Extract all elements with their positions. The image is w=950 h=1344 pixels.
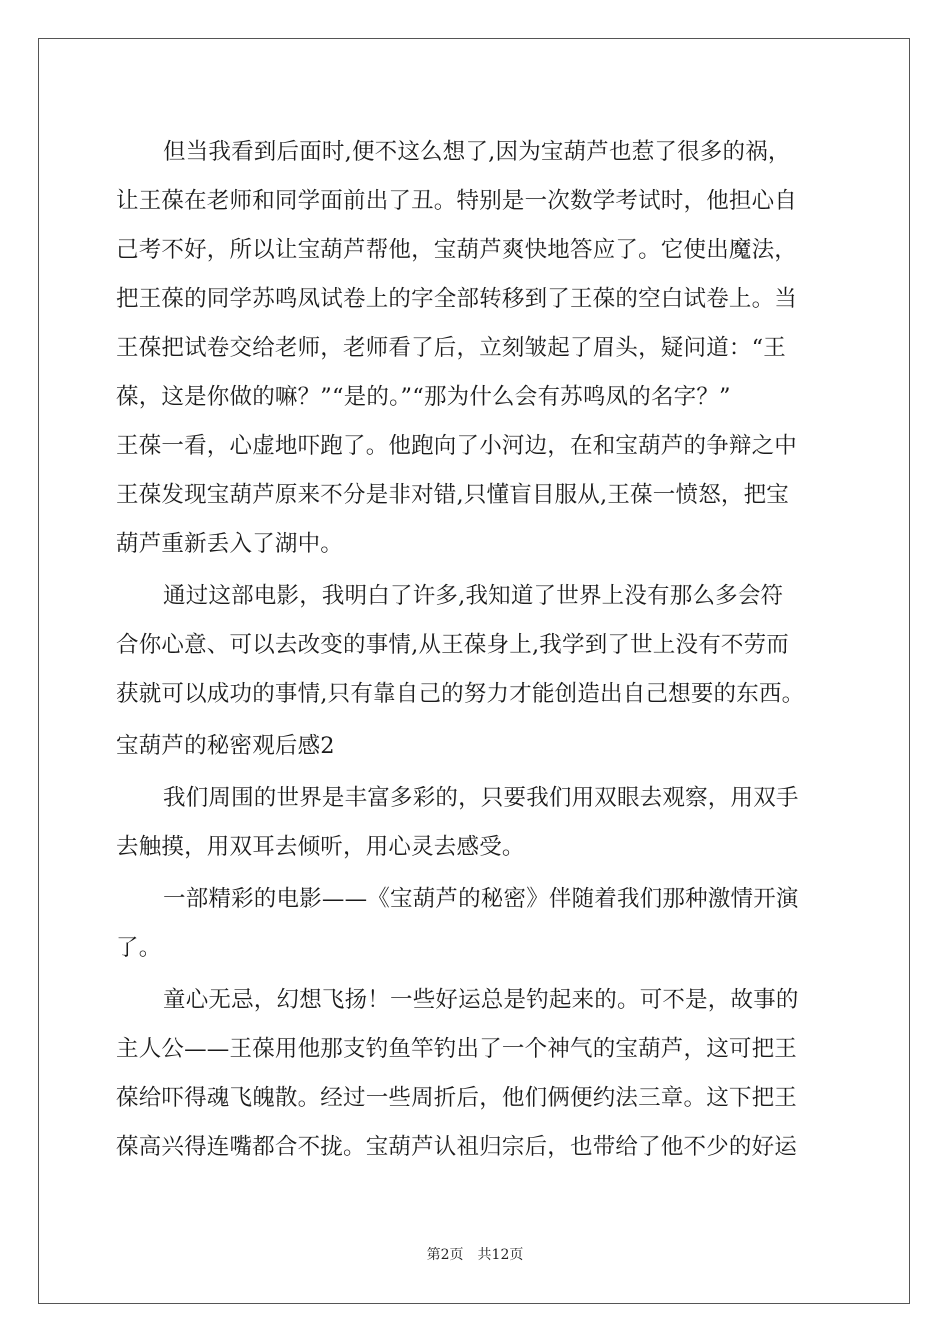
text-line: 了。 bbox=[116, 935, 162, 961]
page-total: 共12页 bbox=[477, 1247, 524, 1263]
text-line: 把王葆的同学苏鸣凤试卷上的字全部转移到了王葆的空白试卷上。当 bbox=[116, 286, 798, 312]
text-line: 一部精彩的电影——《宝葫芦的秘密》伴随着我们那种激情开演 bbox=[163, 886, 799, 912]
page-footer bbox=[0, 1244, 950, 1264]
text-line: 葆，这是你做的嘛？”“是的。”“那为什么会有苏鸣凤的名字？” bbox=[116, 384, 731, 410]
text-line: 童心无忌，幻想飞扬！一些好运总是钓起来的。可不是，故事的 bbox=[163, 987, 799, 1013]
page-number: 第2页 bbox=[426, 1247, 464, 1263]
text-line: 我们周围的世界是丰富多彩的，只要我们用双眼去观察，用双手 bbox=[163, 785, 799, 811]
paragraph bbox=[116, 976, 836, 1172]
paragraph bbox=[116, 572, 836, 719]
document-body bbox=[116, 128, 836, 1172]
text-line: 王葆一看，心虚地吓跑了。他跑向了小河边，在和宝葫芦的争辩之中 bbox=[116, 433, 798, 459]
text-line: 让王葆在老师和同学面前出了丑。特别是一次数学考试时，他担心自 bbox=[116, 188, 798, 214]
text-line: 王葆把试卷交给老师，老师看了后，立刻皱起了眉头，疑问道：“王 bbox=[116, 335, 787, 361]
text-line: 但当我看到后面时,便不这么想了,因为宝葫芦也惹了很多的祸， bbox=[163, 139, 791, 165]
text-line: 通过这部电影，我明白了许多,我知道了世界上没有那么多会符 bbox=[163, 583, 784, 609]
paragraph bbox=[116, 128, 836, 569]
text-line: 王葆发现宝葫芦原来不分是非对错,只懂盲目服从,王葆一愤怒，把宝 bbox=[116, 482, 790, 508]
paragraph bbox=[116, 774, 836, 872]
text-line: 葫芦重新丢入了湖中。 bbox=[116, 531, 344, 557]
text-line: 葆高兴得连嘴都合不拢。宝葫芦认祖归宗后，也带给了他不少的好运 bbox=[116, 1134, 798, 1160]
text-line: 己考不好，所以让宝葫芦帮他，宝葫芦爽快地答应了。它使出魔法， bbox=[116, 237, 798, 263]
section-heading bbox=[116, 722, 836, 771]
paragraph bbox=[116, 875, 836, 973]
text-line: 葆给吓得魂飞魄散。经过一些周折后，他们俩便约法三章。这下把王 bbox=[116, 1085, 798, 1111]
text-line: 去触摸，用双耳去倾听，用心灵去感受。 bbox=[116, 834, 525, 860]
text-line: 宝葫芦的秘密观后感2 bbox=[116, 733, 335, 759]
text-line: 合你心意、可以去改变的事情,从王葆身上,我学到了世上没有不劳而 bbox=[116, 632, 790, 658]
text-line: 主人公——王葆用他那支钓鱼竿钓出了一个神气的宝葫芦，这可把王 bbox=[116, 1036, 798, 1062]
text-line: 获就可以成功的事情,只有靠自己的努力才能创造出自己想要的东西。 bbox=[116, 681, 805, 707]
